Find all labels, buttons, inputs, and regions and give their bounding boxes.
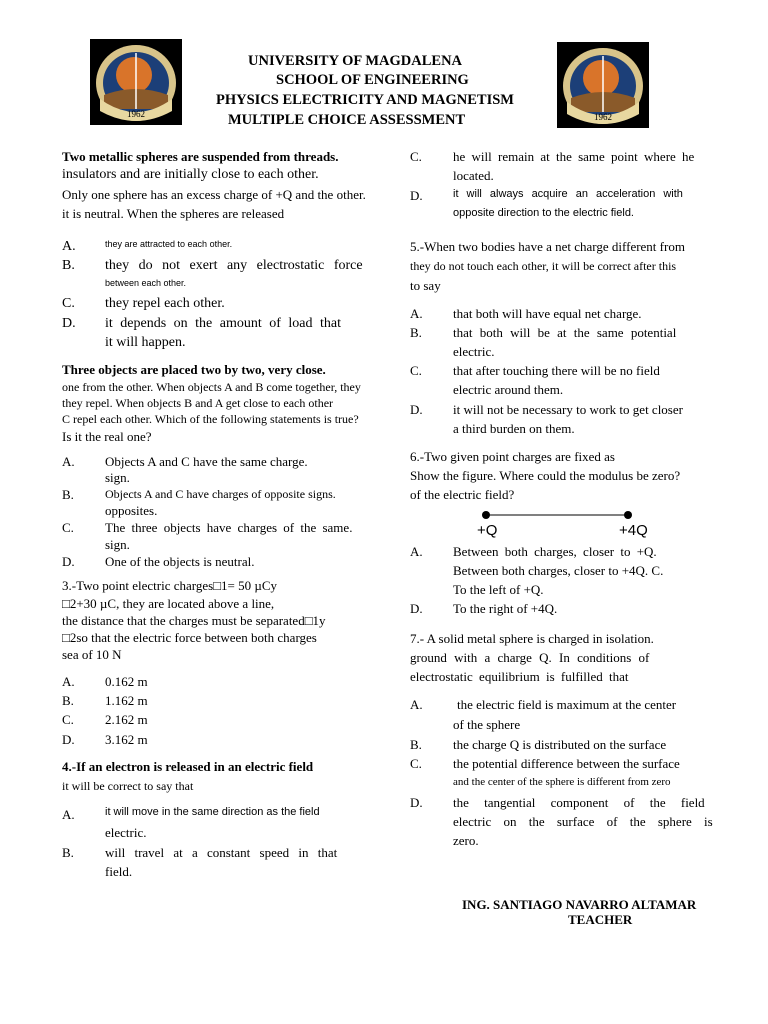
q1-option-a: they are attracted to each other. xyxy=(105,239,233,249)
q4-option-c-line2: located. xyxy=(453,168,494,183)
q1-stem-line4: it is neutral. When the spheres are released xyxy=(62,206,285,221)
q2-option-a-line2: sign. xyxy=(105,470,130,485)
q7-stem-line1: 7.- A solid metal sphere is charged in isolation. xyxy=(410,631,654,646)
q1-option-b-line1: they do not exert any electrostatic force xyxy=(105,258,363,273)
q5-option-d-line2: a third burden on them. xyxy=(453,421,575,436)
q5-option-d-line1: it will not be necessary to work to get closer xyxy=(453,402,683,417)
q3-stem-line5: sea of 10 N xyxy=(62,647,122,662)
teacher-name: ING. SANTIAGO NAVARRO ALTAMAR xyxy=(462,897,697,912)
q3-option-a: 0.162 m xyxy=(105,674,148,689)
q7-option-b: the charge Q is distributed on the surface xyxy=(453,737,667,752)
q5-option-b-line1: that both will be at the same potential xyxy=(453,325,677,340)
q3-option-c-letter: C. xyxy=(62,712,74,727)
q2-option-a-line1: Objects A and C have the same charge. xyxy=(105,454,308,469)
q1-option-a-letter: A. xyxy=(62,239,76,254)
q5-option-a: that both will have equal net charge. xyxy=(453,306,642,321)
q1-stem-line3: Only one sphere has an excess charge of +Q and the other. xyxy=(62,187,366,202)
q5-option-b-letter: B. xyxy=(410,325,422,340)
q4-option-a-line1: it will move in the same direction as the field xyxy=(105,806,320,818)
q7-option-d-line2: electric on the surface of the sphere is xyxy=(453,814,713,829)
q3-option-d-letter: D. xyxy=(62,732,75,747)
q7-option-d-letter: D. xyxy=(410,795,423,810)
svg-text:1962: 1962 xyxy=(127,109,145,119)
q5-stem-line1: 5.-When two bodies have a net charge different from xyxy=(410,239,685,254)
q4-option-b-line2: field. xyxy=(105,864,133,879)
q3-option-a-letter: A. xyxy=(62,674,75,689)
q4-option-d-letter: D. xyxy=(410,188,423,203)
q5-stem-line2: they do not touch each other, it will be correct after this xyxy=(410,259,677,273)
q2-option-b-letter: B. xyxy=(62,487,74,502)
header-assessment: MULTIPLE CHOICE ASSESSMENT xyxy=(228,112,466,128)
q4-option-a-letter: A. xyxy=(62,807,75,822)
charges-figure xyxy=(470,508,650,522)
q6-option-a-letter: A. xyxy=(410,544,423,559)
q7-option-a-letter: A. xyxy=(410,697,423,712)
q1-stem-line2: insulators and are initially close to each other. xyxy=(62,167,319,182)
q7-option-a-line2: of the sphere xyxy=(453,717,521,732)
q2-stem-line5: Is it the real one? xyxy=(62,429,152,444)
q7-option-c-line2: and the center of the sphere is different from zero xyxy=(453,776,671,788)
header-university: UNIVERSITY OF MAGDALENA xyxy=(248,53,463,69)
charge-4q-label: +4Q xyxy=(619,522,648,539)
q7-option-c-letter: C. xyxy=(410,756,422,771)
q2-stem-line1: Three objects are placed two by two, very close. xyxy=(62,362,326,377)
university-logo-left xyxy=(90,39,182,125)
q2-option-c-letter: C. xyxy=(62,520,74,535)
q7-stem-line2: ground with a charge Q. In conditions of xyxy=(410,650,650,665)
q3-stem-line2: □2+30 µC, they are located above a line, xyxy=(62,596,275,611)
q7-option-a-line1: the electric field is maximum at the center xyxy=(457,697,677,712)
q4-option-b-letter: B. xyxy=(62,845,74,860)
q6-stem-line1: 6.-Two given point charges are fixed as xyxy=(410,449,615,464)
q3-stem-line4: □2so that the electric force between both charges xyxy=(62,630,317,645)
q4-option-d-line2: opposite direction to the electric field. xyxy=(453,207,634,219)
q4-stem-line1: 4.-If an electron is released in an electric field xyxy=(62,759,314,774)
q4-option-c-letter: C. xyxy=(410,149,422,164)
q3-stem-line1: 3.-Two point electric charges□1= 50 µCy xyxy=(62,578,278,593)
q3-stem-line3: the distance that the charges must be separated□1y xyxy=(62,613,326,628)
q7-option-b-letter: B. xyxy=(410,737,422,752)
q1-stem-line1: Two metallic spheres are suspended from threads. xyxy=(62,149,339,164)
q1-option-b-letter: B. xyxy=(62,258,75,273)
q2-option-d-letter: D. xyxy=(62,554,75,569)
q2-option-b-line1: Objects A and C have charges of opposite signs. xyxy=(105,487,336,501)
q6-stem-line3: of the electric field? xyxy=(410,487,515,502)
q3-option-b-letter: B. xyxy=(62,693,74,708)
q2-option-d: One of the objects is neutral. xyxy=(105,554,255,569)
q2-stem-line4: C repel each other. Which of the following statements is true? xyxy=(62,412,359,426)
q7-option-d-line3: zero. xyxy=(453,833,479,848)
q5-option-b-line2: electric. xyxy=(453,344,495,359)
university-logo-right xyxy=(557,42,649,128)
q2-stem-line2: one from the other. When objects A and B come together, they xyxy=(62,380,361,394)
q5-option-a-letter: A. xyxy=(410,306,423,321)
teacher-role: TEACHER xyxy=(568,912,633,927)
charge-q-dot xyxy=(482,511,490,519)
q3-option-d: 3.162 m xyxy=(105,732,148,747)
q1-option-c: they repel each other. xyxy=(105,296,225,311)
header-school: SCHOOL OF ENGINEERING xyxy=(276,72,469,88)
q6-option-c: To the left of +Q. xyxy=(453,582,544,597)
q2-option-a-letter: A. xyxy=(62,454,75,469)
q6-stem-line2: Show the figure. Where could the modulus be zero? xyxy=(410,468,681,483)
q4-option-b-line1: will travel at a constant speed in that xyxy=(105,845,338,860)
q1-option-c-letter: C. xyxy=(62,296,75,311)
q5-stem-line3: to say xyxy=(410,278,441,293)
q5-option-c-line2: electric around them. xyxy=(453,382,564,397)
q1-option-d-line2: it will happen. xyxy=(105,335,186,350)
q2-stem-line3: they repel. When objects B and A get close to each other xyxy=(62,396,334,410)
charge-4q-dot xyxy=(624,511,632,519)
q4-option-d-line1: it will always acquire an acceleration with xyxy=(453,188,683,200)
q5-option-d-letter: D. xyxy=(410,402,423,417)
svg-text:1962: 1962 xyxy=(594,112,612,122)
q4-option-c-line1: he will remain at the same point where he xyxy=(453,149,695,164)
header-course: PHYSICS ELECTRICITY AND MAGNETISM xyxy=(216,92,514,108)
q1-option-d-line1: it depends on the amount of load that xyxy=(105,316,342,331)
q7-stem-line3: electrostatic equilibrium is fulfilled that xyxy=(410,669,629,684)
q4-stem-line2: it will be correct to say that xyxy=(62,779,194,793)
q5-option-c-letter: C. xyxy=(410,363,422,378)
charge-q-label: +Q xyxy=(477,522,498,539)
q2-option-b-line2: opposites. xyxy=(105,503,158,518)
q6-option-d: To the right of +4Q. xyxy=(453,601,558,616)
q4-option-a-line2: electric. xyxy=(105,825,147,840)
q6-option-d-letter: D. xyxy=(410,601,423,616)
q2-option-c-line1: The three objects have charges of the same. xyxy=(105,520,353,535)
q5-option-c-line1: that after touching there will be no field xyxy=(453,363,660,378)
q7-option-c-line1: the potential difference between the surface xyxy=(453,756,680,771)
q3-option-c: 2.162 m xyxy=(105,712,148,727)
q1-option-d-letter: D. xyxy=(62,316,76,331)
q6-option-a: Between both charges, closer to +Q. xyxy=(453,544,657,559)
q3-option-b: 1.162 m xyxy=(105,693,148,708)
q7-option-d-line1: the tangential component of the field xyxy=(453,795,705,810)
q6-option-b: Between both charges, closer to +4Q. C. xyxy=(453,563,664,578)
q2-option-c-line2: sign. xyxy=(105,537,130,552)
q1-option-b-line2: between each other. xyxy=(105,278,187,288)
